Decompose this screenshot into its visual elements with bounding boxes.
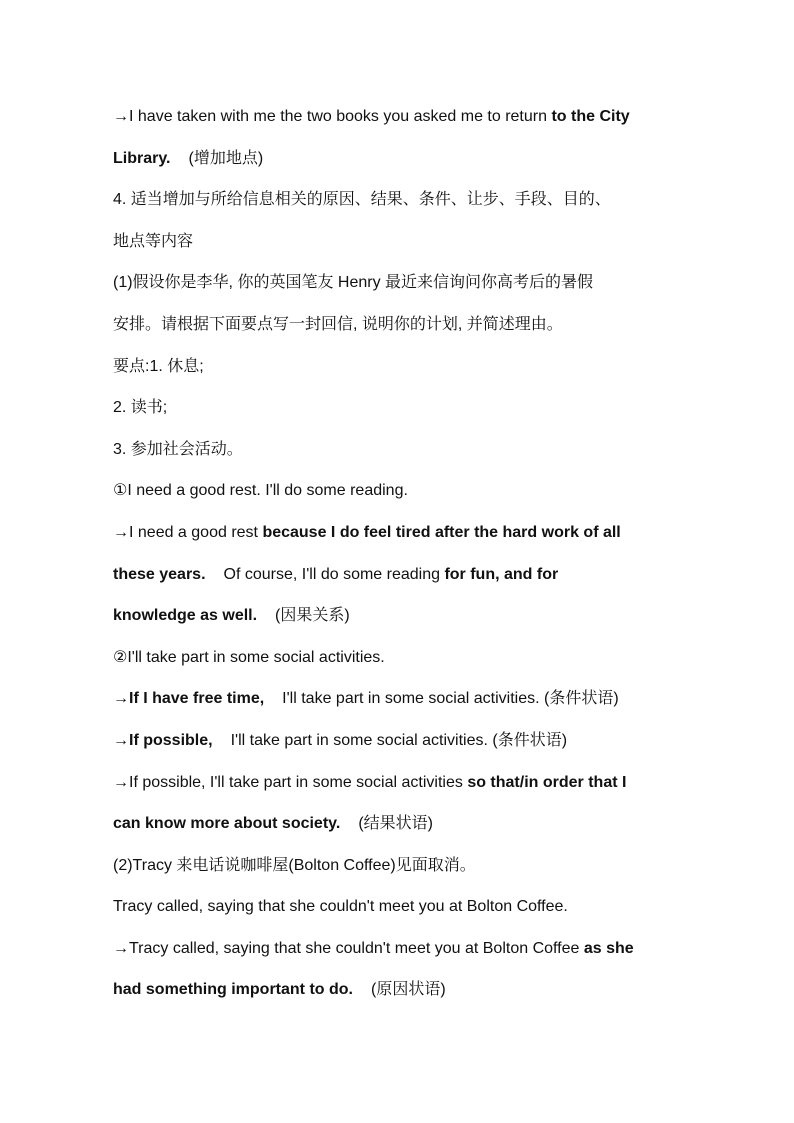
text-segment: 2. 读书; [113, 399, 168, 417]
bold-segment: had something important to do. [113, 981, 353, 999]
text-line [113, 637, 693, 679]
text-segment: →I have taken with me the two books you asked me to return [113, 108, 552, 125]
text-line [113, 346, 693, 388]
bold-segment: to the City [551, 108, 630, 125]
bold-segment: so that/in order that I [467, 773, 627, 791]
text-segment: Of course, I'll do some reading [223, 565, 445, 583]
text-line [113, 803, 693, 845]
text-segment: 安排。请根据下面要点写一封回信, 说明你的计划, 并简述理由。 [113, 315, 563, 333]
text-segment: (增加地点) [188, 149, 264, 167]
text-segment: (因果关系) [275, 607, 350, 625]
bold-segment: Library. [113, 149, 171, 167]
text-line [113, 762, 693, 804]
bold-segment: If possible, [129, 731, 213, 749]
text-line [113, 429, 693, 471]
text-line [113, 387, 693, 429]
bold-segment: can know more about society. [113, 815, 341, 833]
text-segment: 3. 参加社会活动。 [113, 440, 243, 458]
text-segment: I'll take part in some social activities. (条件状语) [282, 690, 619, 708]
text-segment: 地点等内容 [113, 232, 194, 250]
text-segment: → [113, 731, 129, 749]
document-page [113, 96, 693, 1011]
text-line [113, 595, 693, 637]
bold-segment: knowledge as well. [113, 607, 258, 625]
text-line [113, 886, 693, 928]
text-segment: I'll take part in some social activities. (条件状语) [230, 731, 568, 749]
text-segment: (1)假设你是李华, 你的英国笔友 Henry 最近来信询问你高考后的暑假 [113, 274, 594, 292]
text-segment: ①I need a good rest. I'll do some reading. [113, 482, 408, 500]
text-segment: (原因状语) [370, 981, 446, 999]
text-line [113, 179, 693, 221]
text-segment: ②I'll take part in some social activities. [113, 648, 385, 666]
text-line [113, 221, 693, 263]
bold-segment: these years. [113, 565, 206, 583]
bold-segment: If I have free time, [129, 690, 265, 708]
text-line [113, 678, 693, 720]
bold-segment: as she [583, 939, 634, 957]
text-segment: 要点:1. 休息; [113, 357, 204, 375]
text-line [113, 845, 693, 887]
text-segment: → [113, 690, 129, 708]
text-line [113, 470, 693, 512]
text-line [113, 969, 693, 1011]
text-segment: →Tracy called, saying that she couldn't meet you at Bolton Coffee [113, 939, 584, 957]
text-line [113, 720, 693, 762]
bold-segment: for fun, and for [444, 565, 559, 583]
text-segment: →If possible, I'll take part in some social activities [113, 773, 468, 791]
bold-segment: because I do feel tired after the hard work of all [262, 523, 621, 541]
text-line [113, 96, 693, 138]
text-line [113, 304, 693, 346]
text-line [113, 138, 693, 180]
text-segment: 4. 适当增加与所给信息相关的原因、结果、条件、让步、手段、目的、 [113, 191, 611, 209]
text-line [113, 512, 693, 554]
text-line [113, 554, 693, 596]
text-line [113, 262, 693, 304]
text-segment: (结果状语) [358, 815, 433, 833]
text-segment: Tracy called, saying that she couldn't meet you at Bolton Coffee. [113, 898, 568, 916]
text-segment: (2)Tracy 来电话说咖啡屋(Bolton Coffee)见面取消。 [113, 856, 476, 874]
text-line [113, 928, 693, 970]
text-segment: →I need a good rest [113, 523, 263, 541]
